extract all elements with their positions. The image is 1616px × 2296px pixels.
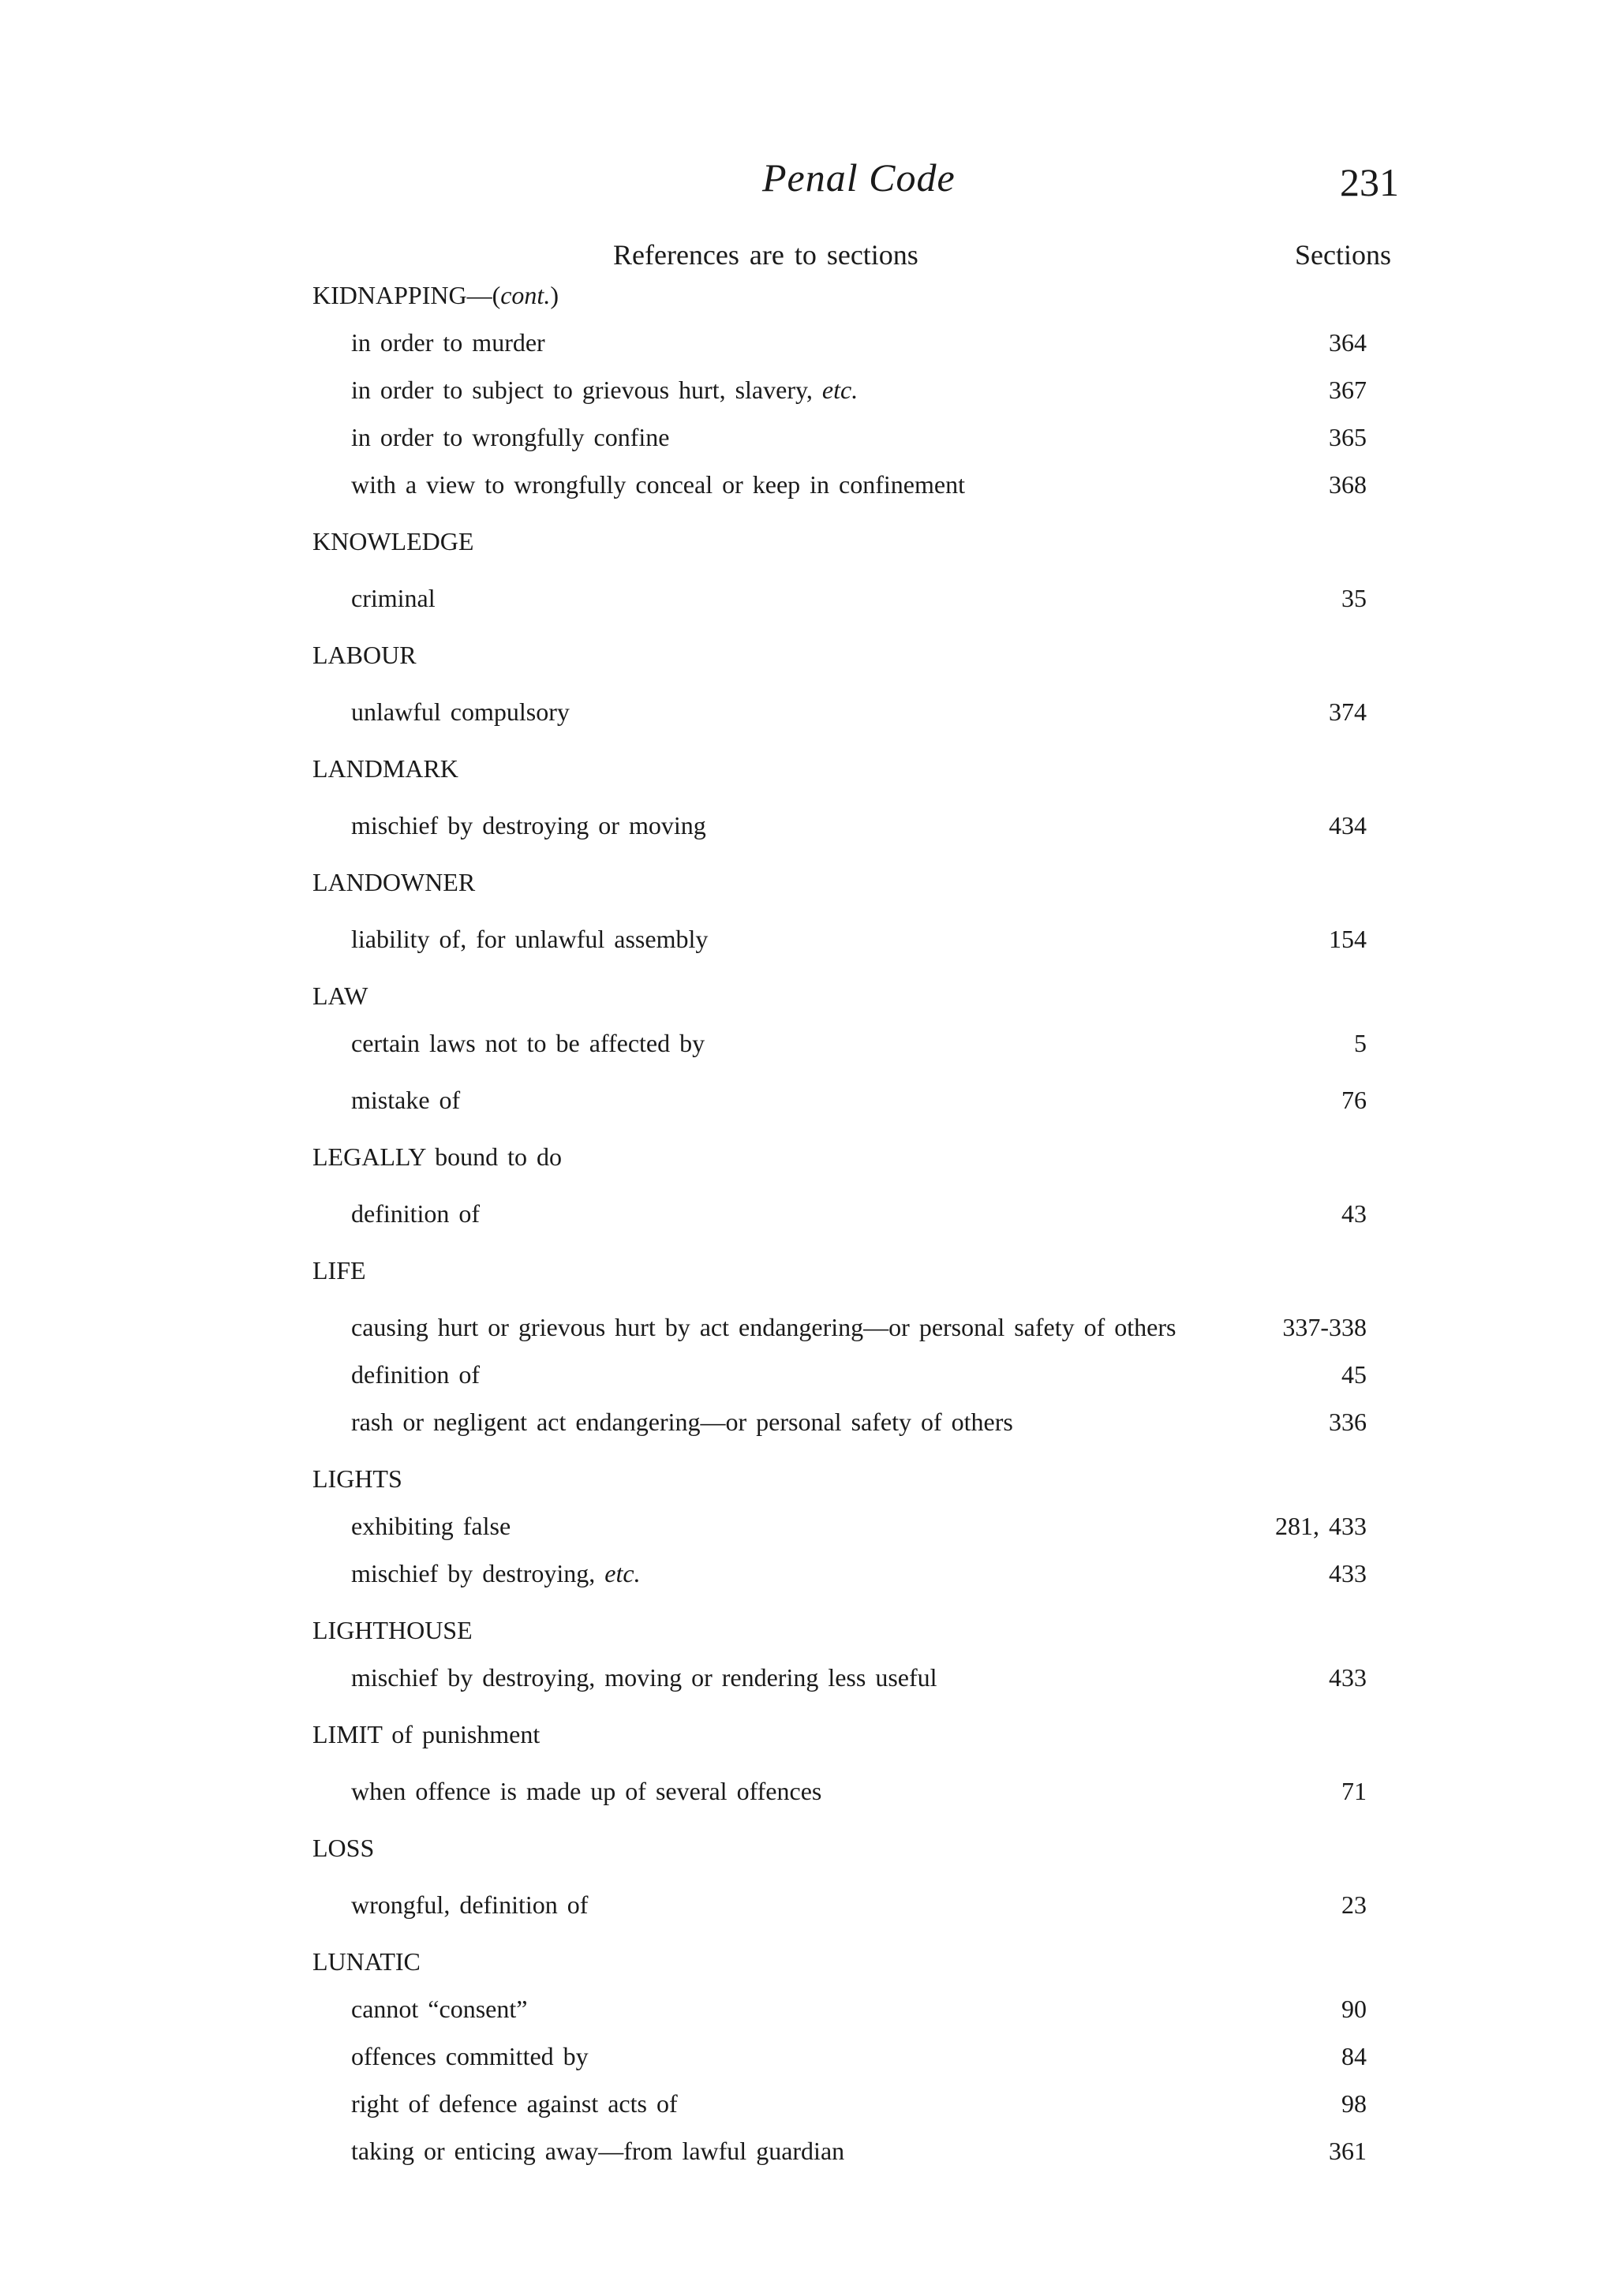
entry-text: mischief by destroying,: [351, 1559, 596, 1587]
section-ref: 364: [1329, 328, 1367, 357]
heading-text: LIMIT of punishment: [312, 1720, 541, 1748]
section-ref: 84: [1341, 2042, 1367, 2070]
index-entry: [0, 371, 1616, 409]
index-heading-labour: [0, 636, 1616, 674]
index-heading-life: [0, 1251, 1616, 1289]
index-entry: [0, 1990, 1616, 2028]
index-heading-landmark: [0, 750, 1616, 787]
entry-text: certain laws not to be affected by: [351, 1029, 705, 1057]
heading-text: LEGALLY bound to do: [312, 1142, 563, 1171]
index-heading-law: [0, 977, 1616, 1015]
entry-text: with a view to wrongfully conceal or keep in confinement: [351, 470, 965, 499]
entry-text: offences committed by: [351, 2042, 589, 2070]
entry-text: mischief by destroying or moving: [351, 811, 706, 839]
section-ref: 90: [1341, 1995, 1367, 2023]
entry-text: in order to wrongfully confine: [351, 423, 670, 451]
section-ref: 23: [1341, 1890, 1367, 1919]
heading-text: LAW: [312, 982, 368, 1010]
index-entry: [0, 1403, 1616, 1441]
section-ref: 368: [1329, 470, 1367, 499]
index-heading-lunatic: [0, 1943, 1616, 1980]
section-ref: 374: [1329, 697, 1367, 726]
references-note: References are to sections: [613, 239, 918, 271]
section-ref: 361: [1329, 2137, 1367, 2165]
entry-text: in order to murder: [351, 328, 545, 357]
section-ref: 5: [1354, 1029, 1367, 1057]
index-entry: [0, 1772, 1616, 1810]
entry-text: wrongful, definition of: [351, 1890, 589, 1919]
index-entry: [0, 1024, 1616, 1062]
index-heading-limit: [0, 1715, 1616, 1753]
section-ref: 434: [1329, 811, 1367, 839]
index-entry: [0, 2037, 1616, 2075]
index-entry: [0, 1554, 1616, 1592]
index-heading-legally: [0, 1138, 1616, 1176]
page-title: Penal Code: [762, 155, 956, 200]
index-entry: [0, 1308, 1616, 1346]
index-entry: [0, 806, 1616, 844]
entry-text: exhibiting false: [351, 1512, 511, 1540]
index-entry: [0, 1507, 1616, 1545]
entry-text: mischief by destroying, moving or rendering less useful: [351, 1663, 937, 1692]
index-entry: [0, 1081, 1616, 1119]
index-entry: [0, 579, 1616, 617]
index-entry: [0, 693, 1616, 731]
index-entry: [0, 2085, 1616, 2122]
heading-text: LUNATIC: [312, 1947, 421, 1976]
section-ref: 281, 433: [1275, 1512, 1367, 1540]
entry-text: definition of: [351, 1199, 481, 1228]
index-heading-loss: [0, 1829, 1616, 1867]
index-entry: [0, 1356, 1616, 1393]
index-entry: [0, 920, 1616, 958]
index-entry: [0, 418, 1616, 456]
heading-text: LIGHTHOUSE: [312, 1616, 473, 1644]
section-ref: 45: [1341, 1360, 1367, 1389]
index-entry: [0, 1886, 1616, 1924]
entry-text: rash or negligent act endangering—or personal safety of others: [351, 1408, 1013, 1436]
index-heading-landowner: [0, 863, 1616, 901]
section-ref: 71: [1341, 1777, 1367, 1805]
etc-abbrev: etc.: [604, 1559, 641, 1587]
heading-text: KNOWLEDGE: [312, 527, 474, 555]
entry-text: taking or enticing away—from lawful guardian: [351, 2137, 845, 2165]
sections-column-header: Sections: [1295, 239, 1391, 271]
entry-text: definition of: [351, 1360, 481, 1389]
index-heading-lighthouse: [0, 1611, 1616, 1649]
continued-note: cont.: [500, 281, 551, 309]
entry-text: mistake of: [351, 1086, 461, 1114]
entry-text: in order to subject to grievous hurt, slavery,: [351, 376, 813, 404]
section-ref: 76: [1341, 1086, 1367, 1114]
heading-text: KIDNAPPING—(: [312, 281, 501, 309]
section-ref: 365: [1329, 423, 1367, 451]
section-ref: 154: [1329, 925, 1367, 953]
entry-text: when offence is made up of several offences: [351, 1777, 822, 1805]
entry-text: liability of, for unlawful assembly: [351, 925, 709, 953]
index-entry: [0, 466, 1616, 503]
page-number: 231: [1340, 160, 1399, 204]
heading-text: LOSS: [312, 1834, 375, 1862]
index-entry: [0, 2132, 1616, 2170]
entry-text: right of defence against acts of: [351, 2089, 678, 2118]
section-ref: 43: [1341, 1199, 1367, 1228]
section-ref: 433: [1329, 1559, 1367, 1587]
section-ref: 433: [1329, 1663, 1367, 1692]
section-ref: 337-338: [1282, 1313, 1367, 1341]
section-ref: 336: [1329, 1408, 1367, 1436]
section-ref: 98: [1341, 2089, 1367, 2118]
heading-text: LIFE: [312, 1256, 366, 1284]
heading-close: ): [550, 281, 559, 309]
etc-abbrev: etc.: [821, 376, 858, 404]
entry-text: causing hurt or grievous hurt by act endangering—or personal safety of others: [351, 1313, 1176, 1341]
index-entry: [0, 1195, 1616, 1232]
index-entry: [0, 1658, 1616, 1696]
heading-text: LIGHTS: [312, 1464, 402, 1493]
entry-text: unlawful compulsory: [351, 697, 570, 726]
entry-text: criminal: [351, 584, 436, 612]
heading-text: LANDMARK: [312, 754, 458, 783]
index-entry: [0, 323, 1616, 361]
section-ref: 367: [1329, 376, 1367, 404]
index-heading-kidnapping: [0, 276, 1616, 314]
heading-text: LABOUR: [312, 641, 417, 669]
heading-text: LANDOWNER: [312, 868, 476, 896]
index-heading-knowledge: [0, 522, 1616, 560]
index-heading-lights: [0, 1460, 1616, 1498]
entry-text: cannot “consent”: [351, 1995, 528, 2023]
section-ref: 35: [1341, 584, 1367, 612]
